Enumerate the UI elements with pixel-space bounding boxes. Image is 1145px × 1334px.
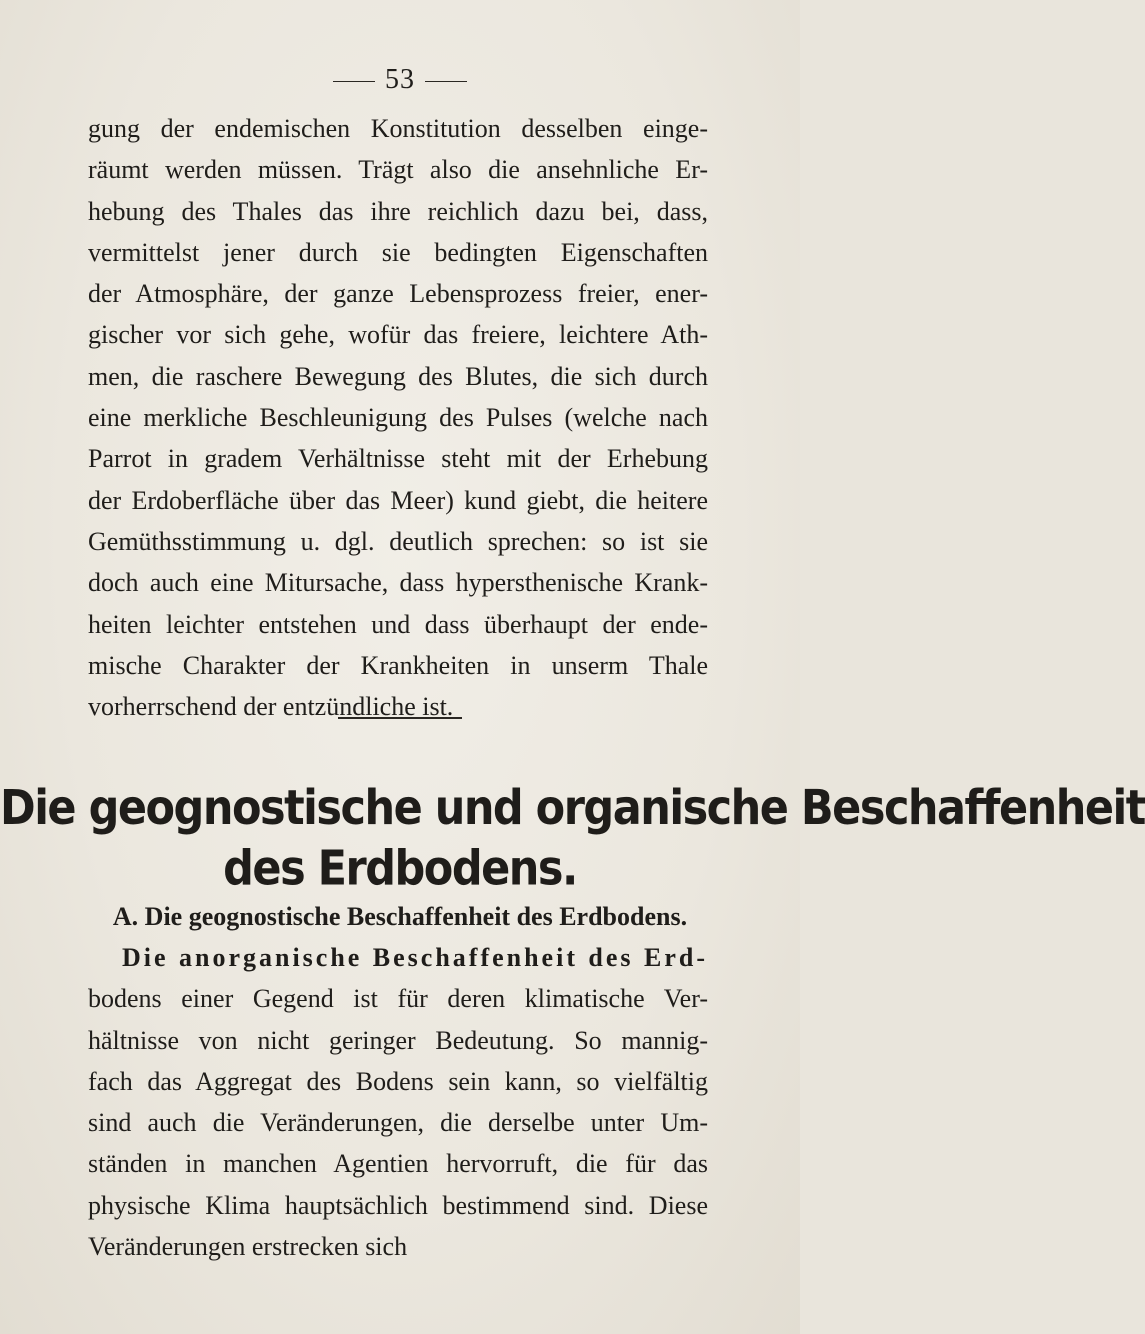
section-title [0, 778, 1145, 899]
text-line: hältnisse von nicht geringer Bedeutung. So mannig- [88, 1025, 708, 1055]
page-number [0, 64, 800, 96]
text-line: mische Charakter der Krankheiten in unserm Thale [88, 650, 708, 680]
text-line: doch auch eine Mitursache, dass hypersthenische Krank- [88, 568, 708, 598]
text-line: gung der endemischen Konstitution desselben einge- [88, 114, 708, 143]
text-line: bodens einer Gegend ist für deren klimatische Ver- [88, 984, 708, 1014]
subheading: A. Die geognostische Beschaffenheit des Erdbodens. [112, 902, 688, 931]
spaced-lead-text: Die anorganische Beschaffenheit des Erd- [122, 943, 708, 972]
left-dash [333, 81, 375, 82]
section-title-line-1: Die geognostische und organische Beschaffenheit [0, 780, 1145, 837]
text-line: Parrot in gradem Verhältnisse steht mit der Erhebung [88, 444, 708, 474]
right-dash [425, 81, 467, 82]
text-line: der Erdoberfläche über das Meer) kund giebt, die heitere [88, 485, 708, 515]
paragraph-2 [88, 937, 708, 1267]
text-line: hebung des Thales das ihre reichlich dazu bei, dass, [88, 196, 708, 226]
text-line: der Atmosphäre, der ganze Lebensprozess freier, ener- [88, 279, 708, 309]
page-number-value: 53 [385, 64, 415, 95]
text-line: Veränderungen erstrecken sich [88, 1232, 408, 1262]
text-line: sind auch die Veränderungen, die derselbe unter Um- [88, 1108, 708, 1138]
text-line: räumt werden müssen. Trägt also die ansehnliche Er- [88, 155, 708, 185]
paragraph-1 [88, 108, 708, 727]
text-line: eine merkliche Beschleunigung des Pulses (welche nach [88, 403, 708, 433]
text-line: gischer vor sich gehe, wofür das freiere, leichtere Ath- [88, 320, 708, 350]
text-line: ständen in manchen Agentien hervorruft, die für das [88, 1149, 708, 1179]
text-line: Gemüthsstimmung u. dgl. deutlich sprechen: so ist sie [88, 526, 708, 556]
text-line: physische Klima hauptsächlich bestimmend sind. Diese [88, 1190, 708, 1220]
text-line: fach das Aggregat des Bodens sein kann, so vielfältig [88, 1066, 708, 1096]
text-line: men, die raschere Bewegung des Blutes, die sich durch [88, 361, 708, 391]
text-line-first [88, 937, 708, 978]
text-line: heiten leichter entstehen und dass überhaupt der ende- [88, 609, 708, 639]
text-line: vermittelst jener durch sie bedingten Eigenschaften [88, 237, 708, 267]
section-title-line-2: des Erdbodens. [223, 840, 577, 897]
section-divider [338, 717, 462, 719]
text-line: vorherrschend der entzündliche ist. [88, 692, 454, 722]
